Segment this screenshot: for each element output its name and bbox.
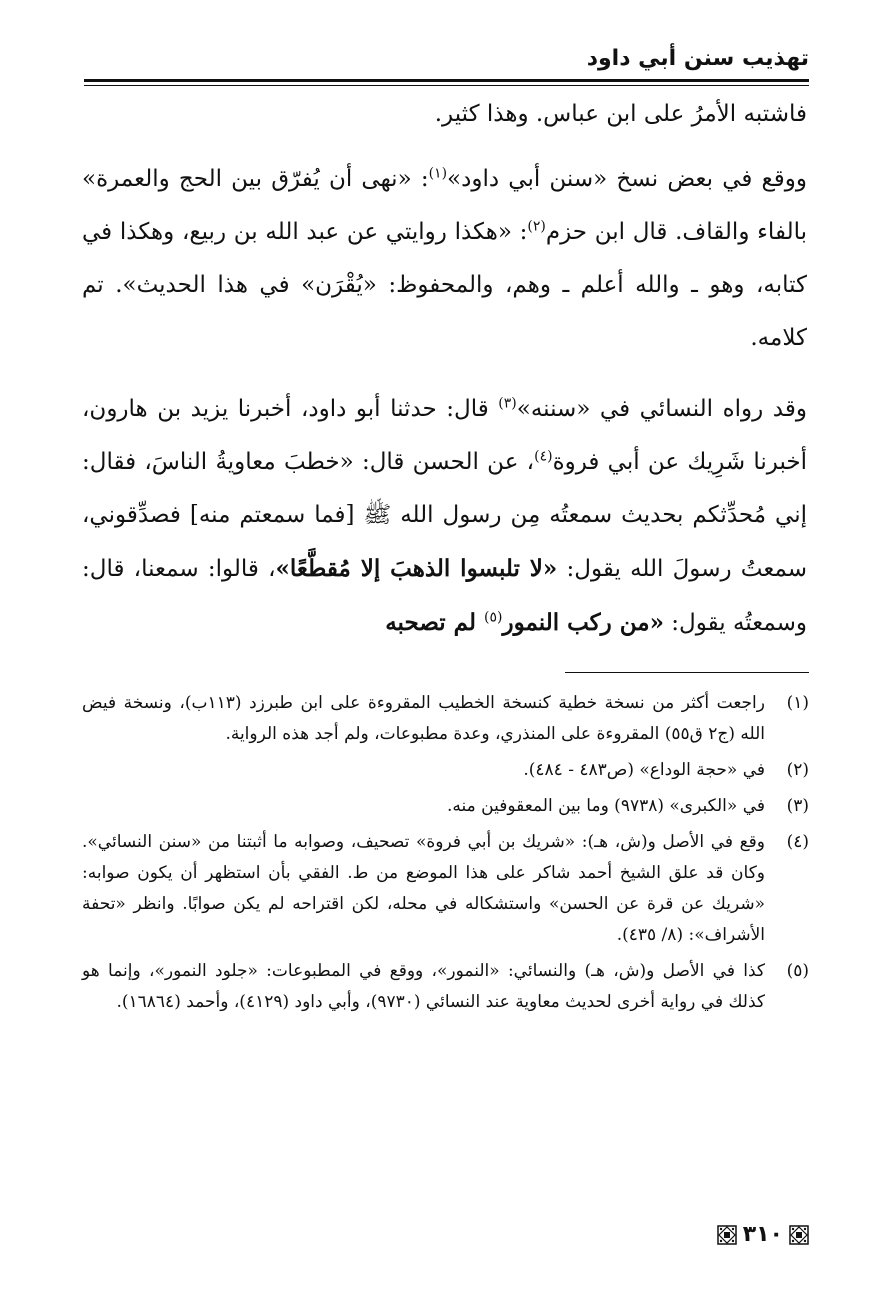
footnote-number: (١) xyxy=(786,693,809,713)
paragraph-3-text-c: ، عن الحسن قال: «خطبَ معاويةُ الناسَ، فقال: إني مُحدِّثكم بحديث سمعتُه مِن رسول الله ﷺ [فما سمعتم منه] فصدِّقوني، سمعتُ رسولَ الله يقول: xyxy=(82,449,808,582)
ornament-icon xyxy=(717,1225,737,1245)
footnote-text: في «الكبرى» (٩٧٣٨) وما بين المعقوفين منه. xyxy=(447,796,765,816)
paragraph-3-text-a: وقد رواه النسائي في «سننه» xyxy=(516,396,807,422)
footnote-text: كذا في الأصل و(ش، هـ) والنسائي: «النمور»، ووقع في المطبوعات: «جلود النمور»، وإنما هو كذلك في رواية أخرى لحديث معاوية عند النسائي (٩٧٣٠)، وأبي داود (٤١٢٩)، وأحمد (١٦٨٦٤). xyxy=(82,961,765,1012)
footnote-number: (٥) xyxy=(786,961,809,981)
ornament-icon xyxy=(789,1225,809,1245)
footnote-ref-5[interactable]: (٥) xyxy=(484,609,503,626)
hadith-quote-1: «لا تلبسوا الذهبَ إلا مُقطَّعًا» xyxy=(275,555,558,582)
paragraph-3 xyxy=(82,383,807,650)
hadith-quote-2-cont: لم تصحبه xyxy=(385,609,484,636)
main-text xyxy=(82,88,807,668)
footnote-2 xyxy=(82,755,809,786)
paragraph-2-text-c: : «هكذا روايتي عن عبد الله بن ربيع، وهكذا في كتابه، وهو ـ والله أعلم ـ وهم، والمحفوظ: «يُقْرَن» في هذا الحديث». تم كلامه. xyxy=(82,219,807,351)
paragraph-2-text-a: ووقع في بعض نسخ «سنن أبي داود» xyxy=(447,166,807,192)
footnote-separator xyxy=(565,672,809,673)
paragraph-1 xyxy=(82,88,807,141)
paragraph-2 xyxy=(82,153,807,365)
header-rule xyxy=(84,79,809,82)
footnote-text: في «حجة الوداع» (ص٤٨٣ - ٤٨٤). xyxy=(523,760,765,780)
footnote-number: (٤) xyxy=(786,832,809,852)
paragraph-2-text-b: : «نهى أن يُفرّق بين الحج والعمرة» بالفاء والقاف. قال ابن حزم xyxy=(82,166,807,245)
running-header: تهذيب سنن أبي داود xyxy=(586,46,809,71)
footnotes xyxy=(82,688,809,1023)
footnote-text: وقع في الأصل و(ش، هـ): «شريك بن أبي فروة» تصحيف، وصوابه ما أثبتنا من «سنن النسائي». وكان قد علق الشيخ أحمد شاكر على هذا الموضع من ط. الفقي بأن استظهر أن يكون صوابه: «شريك عن قرة عن الحسن» واستشكاله في محله، لكن اقتراحه لم يكن صوابًا. وانظر «تحفة الأشراف»: (٨/ ٤٣٥). xyxy=(82,832,765,945)
footnote-number: (٢) xyxy=(786,760,809,780)
footnote-5 xyxy=(82,956,809,1018)
footnote-ref-4[interactable]: (٤) xyxy=(534,448,553,465)
paragraph-3-text-b: قال: حدثنا أبو داود، أخبرنا يزيد بن هارون، أخبرنا شَرِيك عن أبي فروة xyxy=(82,396,807,475)
footnote-number: (٣) xyxy=(786,796,809,816)
footnote-ref-1[interactable]: (١) xyxy=(428,165,448,182)
paragraph-3-text-d: ، قالوا: سمعنا، قال: وسمعتُه يقول: xyxy=(82,556,807,636)
page-number: ٣١٠ xyxy=(742,1222,783,1247)
footnote-ref-2[interactable]: (٢) xyxy=(527,218,546,235)
footnote-4 xyxy=(82,827,809,951)
footnote-3 xyxy=(82,791,809,822)
footnote-ref-3[interactable]: (٣) xyxy=(498,395,517,412)
hadith-quote-2: «من ركب النمور xyxy=(502,609,664,636)
footnote-text: راجعت أكثر من نسخة خطية كنسخة الخطيب المقروءة على ابن طبرزد (١١٣ب)، ونسخة فيض الله (ج٢ ق٥٥) المقروءة على المنذري، وعدة مطبوعات، ولم أجد هذه الرواية. xyxy=(82,693,765,744)
paragraph-1-text: فاشتبه الأمرُ على ابن عباس. وهذا كثير. xyxy=(434,101,807,127)
footnote-1 xyxy=(82,688,809,750)
page-number-area xyxy=(717,1222,809,1247)
